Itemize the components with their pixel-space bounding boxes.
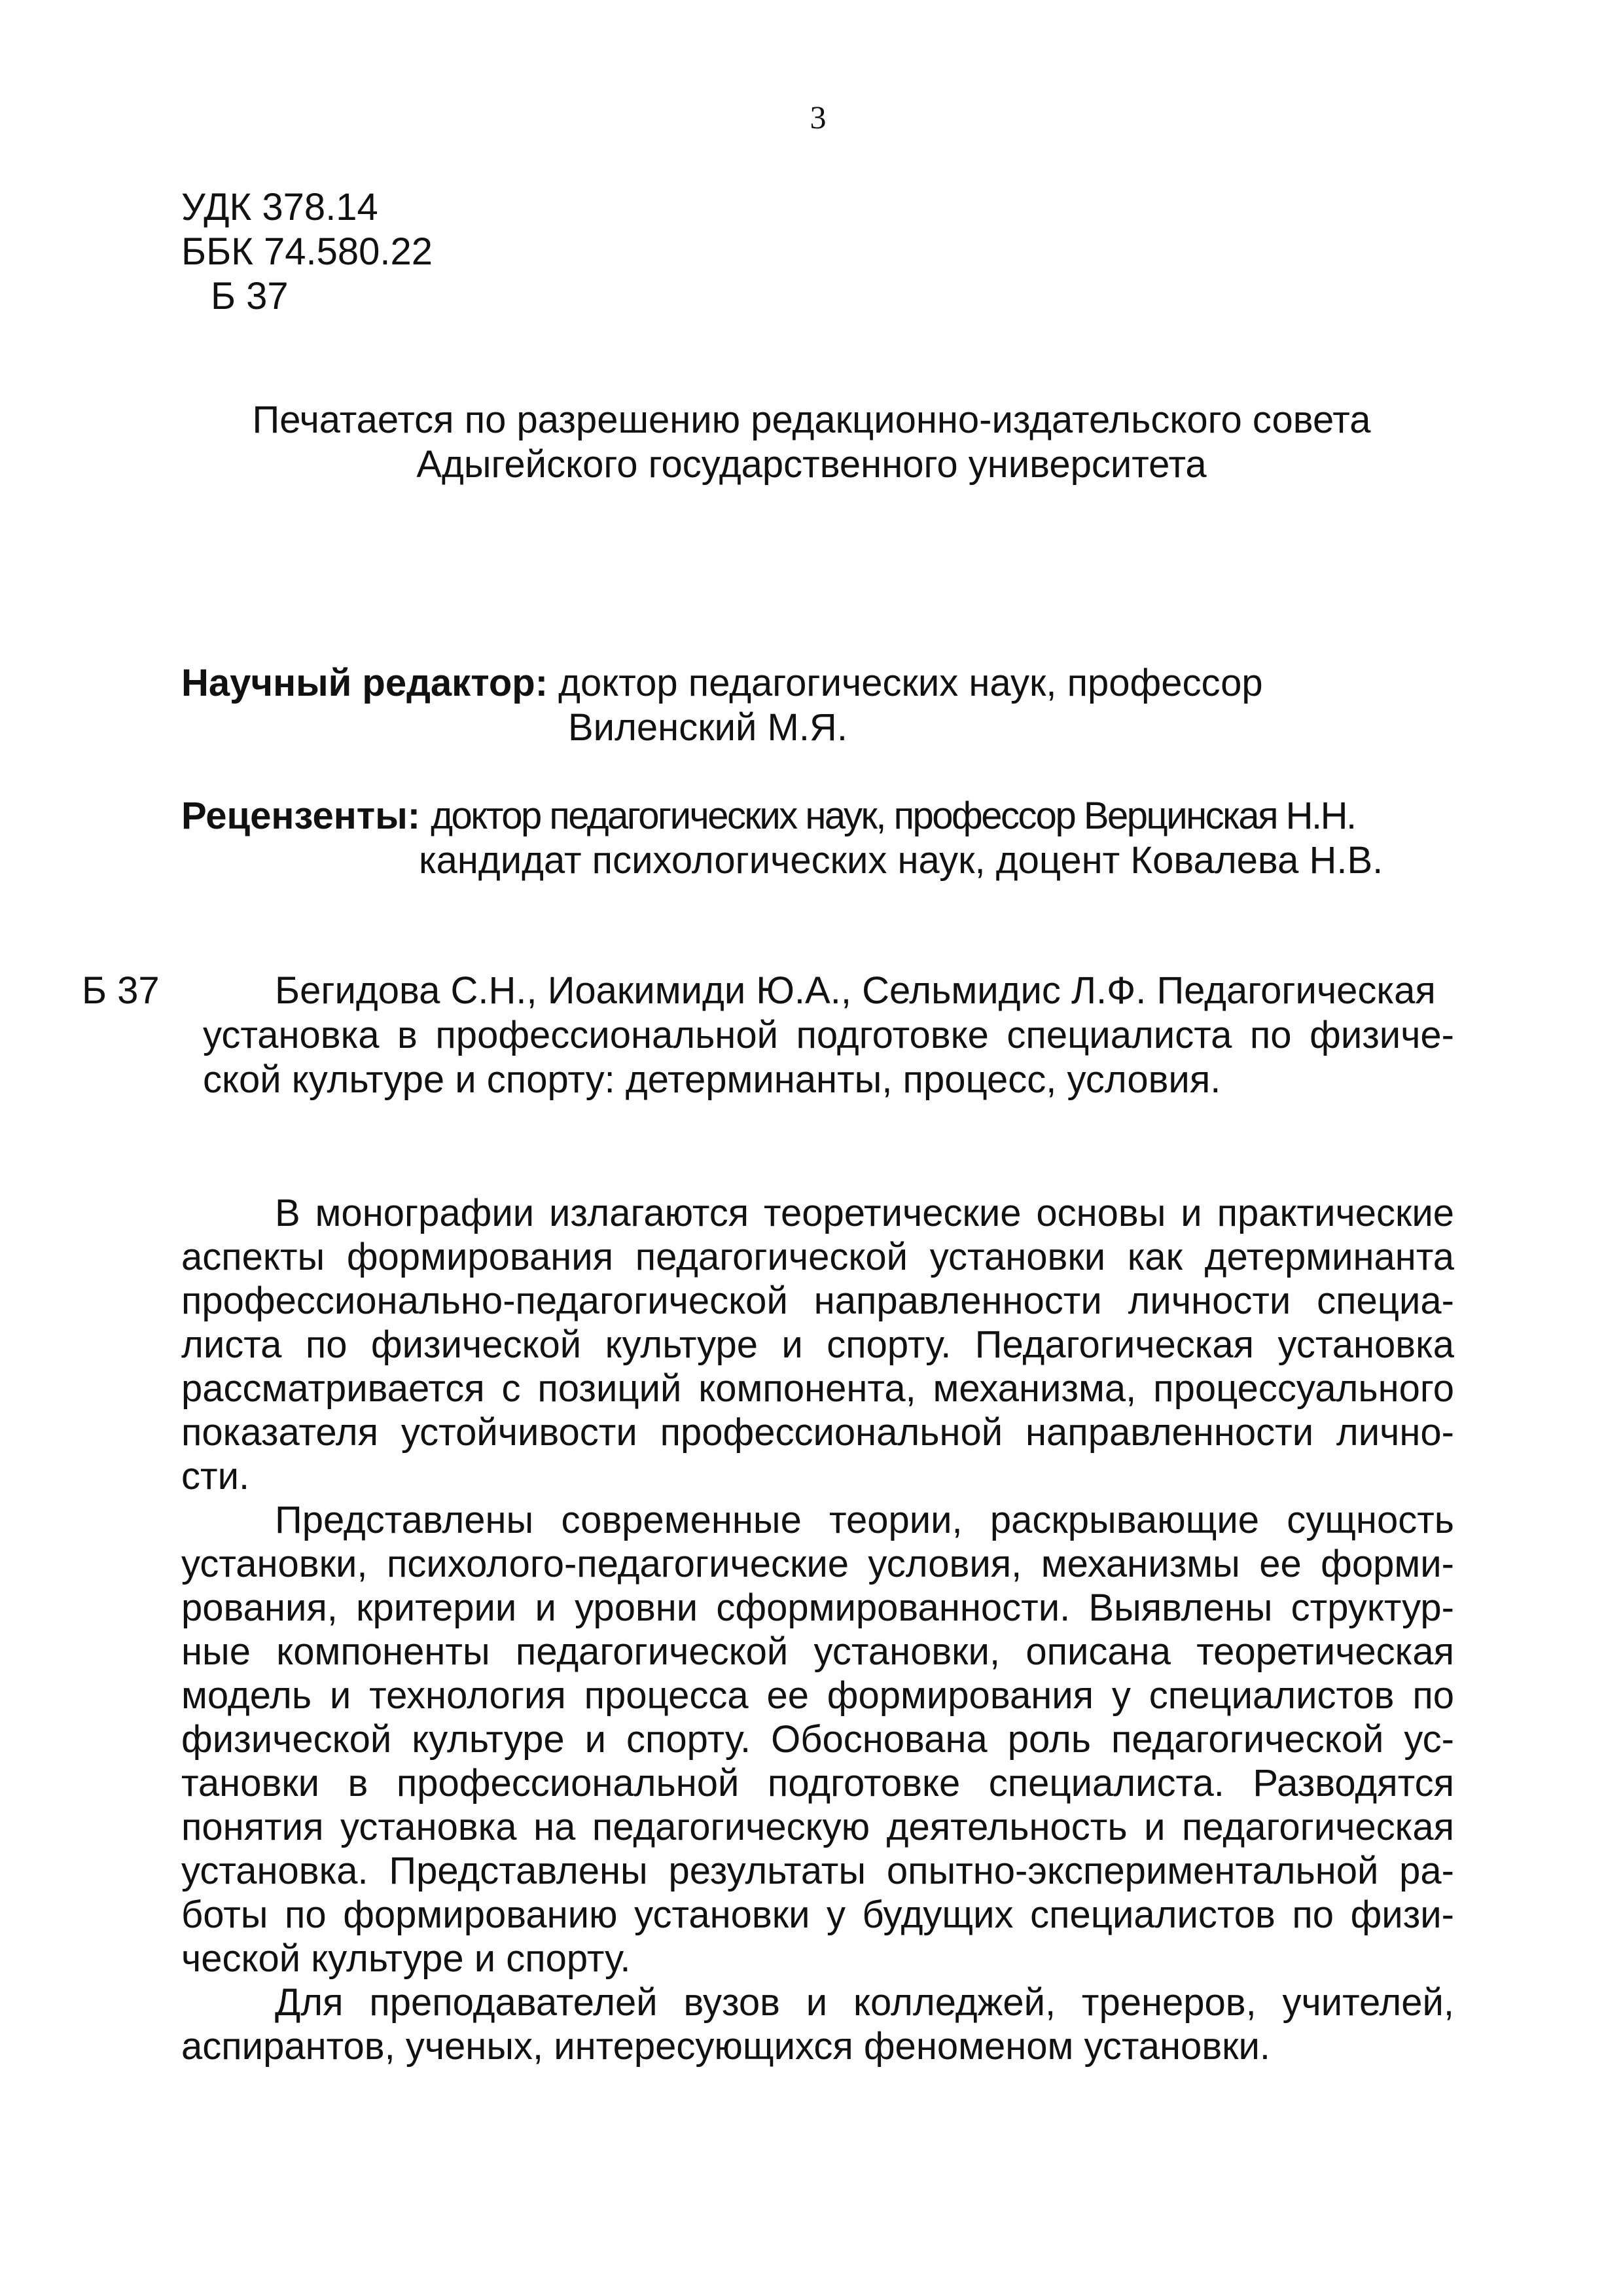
permission-line-1: Печатается по разрешению редакционно-издательского совета: [252, 399, 1371, 441]
abstract-line: установка. Представлены результаты опытно-экспериментальной ра-: [181, 1850, 1454, 1892]
abstract-line: ные компоненты педагогической установки, описана теоретическая: [181, 1630, 1454, 1673]
abstract-line: Для преподавателей вузов и колледжей, тренеров, учителей,: [275, 1981, 1454, 2024]
udk-code: УДК 378.14: [181, 186, 378, 228]
bib-line-3: ской культуре и спорту: детерминанты, процесс, условия.: [203, 1058, 1221, 1101]
reviewers-line-2: кандидат психологических наук, доцент Ковалева Н.В.: [419, 839, 1383, 882]
permission-line-2: Адыгейского государственного университета: [416, 443, 1207, 486]
abstract-line: ческой культуре и спорту.: [181, 1937, 631, 1980]
abstract-line: установки, психолого-педагогические условия, механизмы ее форми-: [181, 1543, 1454, 1585]
bib-line-2: установка в профессиональной подготовке специалиста по физиче-: [203, 1014, 1454, 1056]
abstract-line: тановки в профессиональной подготовке специалиста. Разводятся: [181, 1762, 1454, 1804]
abstract-line: понятия установка на педагогическую деятельность и педагогическая: [181, 1806, 1454, 1848]
author-sign: Б 37: [211, 275, 289, 317]
abstract-line: аспекты формирования педагогической установки как детерминанта: [181, 1236, 1454, 1278]
abstract-line: модель и технология процесса ее формирования у специалистов по: [181, 1674, 1454, 1717]
page-number: 3: [810, 99, 827, 135]
abstract-line: сти.: [181, 1455, 250, 1498]
bib-line-1: Бегидова С.Н., Иоакимиди Ю.А., Сельмидис Л.Ф. Педагогическая: [275, 969, 1436, 1012]
editor-block: [181, 661, 1263, 705]
abstract-line: аспирантов, ученых, интересующихся феноменом установки.: [181, 2025, 1271, 2068]
abstract-line: Представлены современные теории, раскрывающие сущность: [275, 1499, 1454, 1541]
reviewers-block: [181, 794, 1355, 838]
abstract-line: В монографии излагаются теоретические основы и практические: [275, 1192, 1454, 1234]
reviewers-label: Рецензенты:: [181, 795, 421, 837]
abstract-line: листа по физической культуре и спорту. Педагогическая установка: [181, 1323, 1454, 1366]
reviewers-line-1: доктор педагогических наук, профессор Верцинская Н.Н.: [431, 795, 1355, 837]
abstract-line: боты по формированию установки у будущих специалистов по физи-: [181, 1893, 1454, 1936]
abstract-line: рования, критерии и уровни сформированности. Выявлены структур-: [181, 1587, 1454, 1629]
abstract-line: рассматривается с позиций компонента, механизма, процессуального: [181, 1367, 1454, 1410]
editor-line-2: Виленский М.Я.: [568, 706, 847, 749]
editor-line-1: доктор педагогических наук, профессор: [558, 662, 1263, 704]
bbk-code: ББК 74.580.22: [181, 230, 433, 273]
bib-sign: Б 37: [82, 969, 160, 1012]
abstract-line: профессионально-педагогической направленности личности специа-: [181, 1280, 1454, 1322]
editor-label: Научный редактор:: [181, 662, 548, 704]
abstract-line: физической культуре и спорту. Обоснована роль педагогической ус-: [181, 1718, 1454, 1761]
abstract-line: показателя устойчивости профессиональной направленности лично-: [181, 1411, 1454, 1454]
